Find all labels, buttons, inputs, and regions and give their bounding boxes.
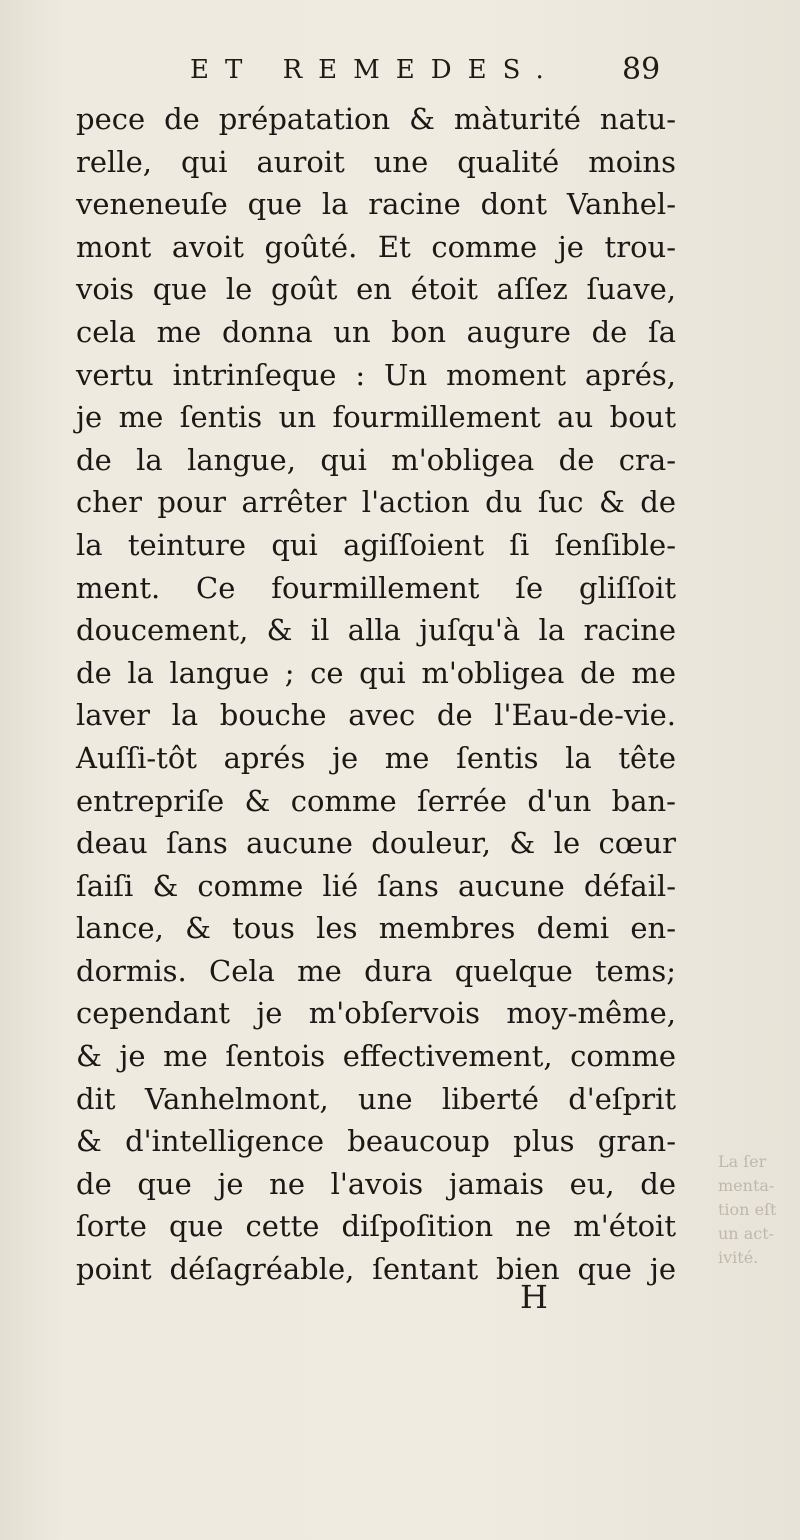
- text-line: vois que le goût en étoit aſſez ſuave,: [76, 272, 676, 307]
- text-line: dormis. Cela me dura quelque tems;: [76, 953, 676, 988]
- text-line: mont avoit goûté. Et comme je trou-: [76, 229, 676, 264]
- text-line: Auſſi-tôt aprés je me ſentis la tête: [76, 740, 676, 775]
- bleed-through-line: tion eſt: [718, 1200, 777, 1219]
- text-line: ſorte que cette diſpoſition ne m'étoit: [76, 1209, 676, 1244]
- text-line: laver la bouche avec de l'Eau-de-vie.: [76, 698, 676, 733]
- text-line: & je me ſentois effectivement, comme: [76, 1039, 676, 1074]
- text-line: relle, qui auroit une qualité moins: [76, 144, 676, 179]
- page-number: 89: [622, 52, 661, 87]
- bleed-through-line: La ſer: [718, 1152, 767, 1171]
- text-line: vertu intrinſeque : Un moment aprés,: [76, 357, 676, 392]
- text-line: veneneuſe que la racine dont Vanhel-: [76, 187, 676, 222]
- body-text: [76, 98, 676, 1291]
- signature-mark: H: [520, 1278, 548, 1316]
- text-line: ſaiſi & comme lié ſans aucune défail-: [76, 868, 676, 903]
- text-line: point déſagréable, ſentant bien que je: [76, 1252, 676, 1287]
- bleed-through-line: ivité.: [718, 1248, 759, 1267]
- text-line: je me ſentis un fourmillement au bout: [76, 400, 676, 435]
- text-line: de que je ne l'avois jamais eu, de: [76, 1166, 676, 1201]
- text-line: ment. Ce fourmillement ſe gliſſoit: [76, 570, 676, 605]
- text-line: entrepriſe & comme ſerrée d'un ban-: [76, 783, 676, 818]
- text-line: doucement, & il alla juſqu'à la racine: [76, 613, 676, 648]
- text-line: cher pour arrêter l'action du ſuc & de: [76, 485, 676, 520]
- text-line: cela me donna un bon augure de ſa: [76, 314, 676, 349]
- running-head: ET REMEDES.: [190, 55, 560, 85]
- bleed-through-marginalia: [718, 1150, 798, 1270]
- text-line: deau ſans aucune douleur, & le cœur: [76, 826, 676, 861]
- text-line: & d'intelligence beaucoup plus gran-: [76, 1124, 676, 1159]
- text-line: lance, & tous les membres demi en-: [76, 911, 676, 946]
- bleed-through-line: menta-: [718, 1176, 775, 1195]
- bleed-through-line: un act-: [718, 1224, 775, 1243]
- text-line: de la langue ; ce qui m'obligea de me: [76, 655, 676, 690]
- text-line: de la langue, qui m'obligea de cra-: [76, 442, 676, 477]
- text-line: cependant je m'obſervois moy-même,: [76, 996, 676, 1031]
- text-line: pece de prépatation & màturité natu-: [76, 102, 676, 136]
- text-line: la teinture qui agiſſoient ſi ſenſible-: [76, 527, 676, 562]
- text-line: dit Vanhelmont, une liberté d'eſprit: [76, 1081, 676, 1116]
